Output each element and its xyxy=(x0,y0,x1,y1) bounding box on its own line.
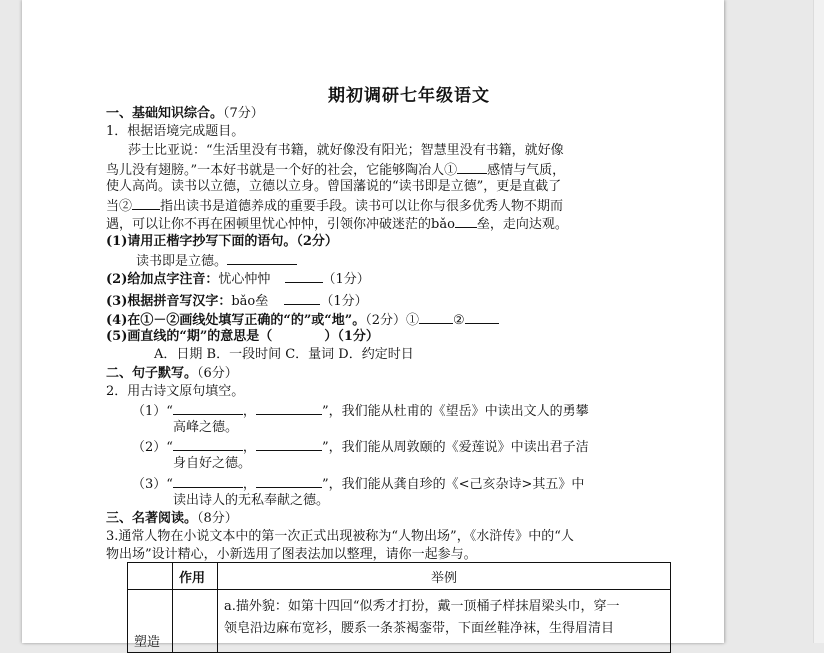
passage-line-1: 莎士比亚说：“生活里没有书籍，就好像没有阳光；智慧里没有书籍，就好像 xyxy=(128,143,564,158)
pinyin-answer-line[interactable] xyxy=(285,270,323,283)
passage-line-2: 鸟儿没有翅膀。”一本好书就是一个好的社会，它能够陶冶人① 感情与气质， xyxy=(106,163,566,178)
question-1-label: 1．根据语境完成题目。 xyxy=(106,124,245,139)
fill-2-blank-a[interactable] xyxy=(173,438,243,451)
page-title: 期初调研七年级语文 xyxy=(328,86,490,106)
table-row xyxy=(128,590,671,653)
question-3-line-2: 物出场”设计精心，小新选用了图表法加以整理，请你一起参与。 xyxy=(106,547,477,562)
fill-1-blank-b[interactable] xyxy=(256,402,322,415)
question-3-line-1: 3.通常人物在小说文本中的第一次正式出现被称为“人物出场”，《水浒传》中的“人 xyxy=(106,529,574,544)
table-header-row xyxy=(128,563,671,590)
document-page xyxy=(22,0,724,650)
fill-3-blank-a[interactable] xyxy=(173,475,243,488)
sub-question-4: (4)在①－②画线处填写正确的“的”或“地”。（2分）① ② xyxy=(106,311,499,329)
de-answer-1[interactable] xyxy=(419,311,453,324)
section-2-heading: 二、句子默写。（6分） xyxy=(106,366,238,381)
fill-3-blank-b[interactable] xyxy=(256,475,322,488)
character-entrance-table xyxy=(127,562,671,653)
passage-line-5: 遇，可以让你不再在困顿里忧心忡忡，引领你冲破迷茫的bǎo 垒，走向达观。 xyxy=(106,217,568,232)
blank-1[interactable] xyxy=(457,161,487,174)
fill-1-blank-a[interactable] xyxy=(173,402,243,415)
sub-question-2: (2)给加点字注音：忧心忡忡 （1分） xyxy=(106,272,370,287)
table-header-example: 举例 xyxy=(218,563,671,590)
table-row-label: 塑造 xyxy=(128,590,173,653)
section-3-heading: 三、名著阅读。（8分） xyxy=(106,511,238,526)
fill-1: （1）“ ， ”，我们能从杜甫的《望岳》中读出文人的勇攀 xyxy=(132,404,589,419)
blank-2[interactable] xyxy=(132,197,160,210)
table-header-use: 作用 xyxy=(173,563,218,590)
fill-3-continuation: 读出诗人的无私奉献之德。 xyxy=(173,493,330,508)
hanzi-answer-line[interactable] xyxy=(284,292,320,305)
table-use-cell[interactable] xyxy=(173,590,218,653)
sub-question-1-answer: 读书即是立德。 xyxy=(136,252,297,270)
fill-2-blank-b[interactable] xyxy=(256,438,322,451)
copy-answer-line[interactable] xyxy=(227,252,297,265)
passage-line-4: 当② 指出读书是道德养成的重要手段。读书可以让你与很多优秀人物不期而 xyxy=(106,199,564,214)
table-example-cell: a.描外貌：如第十四回“似秀才打扮，戴一顶桶子样抹眉梁头巾，穿一 领皂沿边麻布宽衫，腰系一条茶褐銮带，下面丝鞋净袜，生得眉清目 xyxy=(218,590,671,653)
de-answer-2[interactable] xyxy=(465,311,499,324)
sub-question-3: (3)根据拼音写汉字：bǎo垒 （1分） xyxy=(106,294,368,309)
fill-1-continuation: 高峰之德。 xyxy=(173,420,239,435)
fill-3: （3）“ ， ”，我们能从龚自珍的《<己亥杂诗>其五》中 xyxy=(132,477,585,492)
sub-question-1: (1)请用正楷字抄写下面的语句。（2分） xyxy=(106,234,338,249)
fill-2: （2）“ ， ”，我们能从周敦颐的《爱莲说》中读出君子洁 xyxy=(132,440,589,455)
question-2-label: 2．用古诗文原句填空。 xyxy=(106,384,245,399)
blank-pinyin[interactable] xyxy=(455,215,477,228)
fill-2-continuation: 身自好之德。 xyxy=(173,456,252,471)
options-line: A．日期 B．一段时间 C．量词 D．约定时日 xyxy=(154,347,414,362)
table-corner-cell xyxy=(128,563,173,590)
passage-line-3: 使人高尚。读书以立德，立德以立身。曾国藩说的“读书即是立德”，更是直截了 xyxy=(106,179,562,194)
section-1-heading: 一、基础知识综合。（7分） xyxy=(106,106,264,121)
sub-question-5: (5)画直线的“期”的意思是（ ）（1分） xyxy=(106,329,379,344)
vertical-scrollbar[interactable] xyxy=(813,0,824,643)
